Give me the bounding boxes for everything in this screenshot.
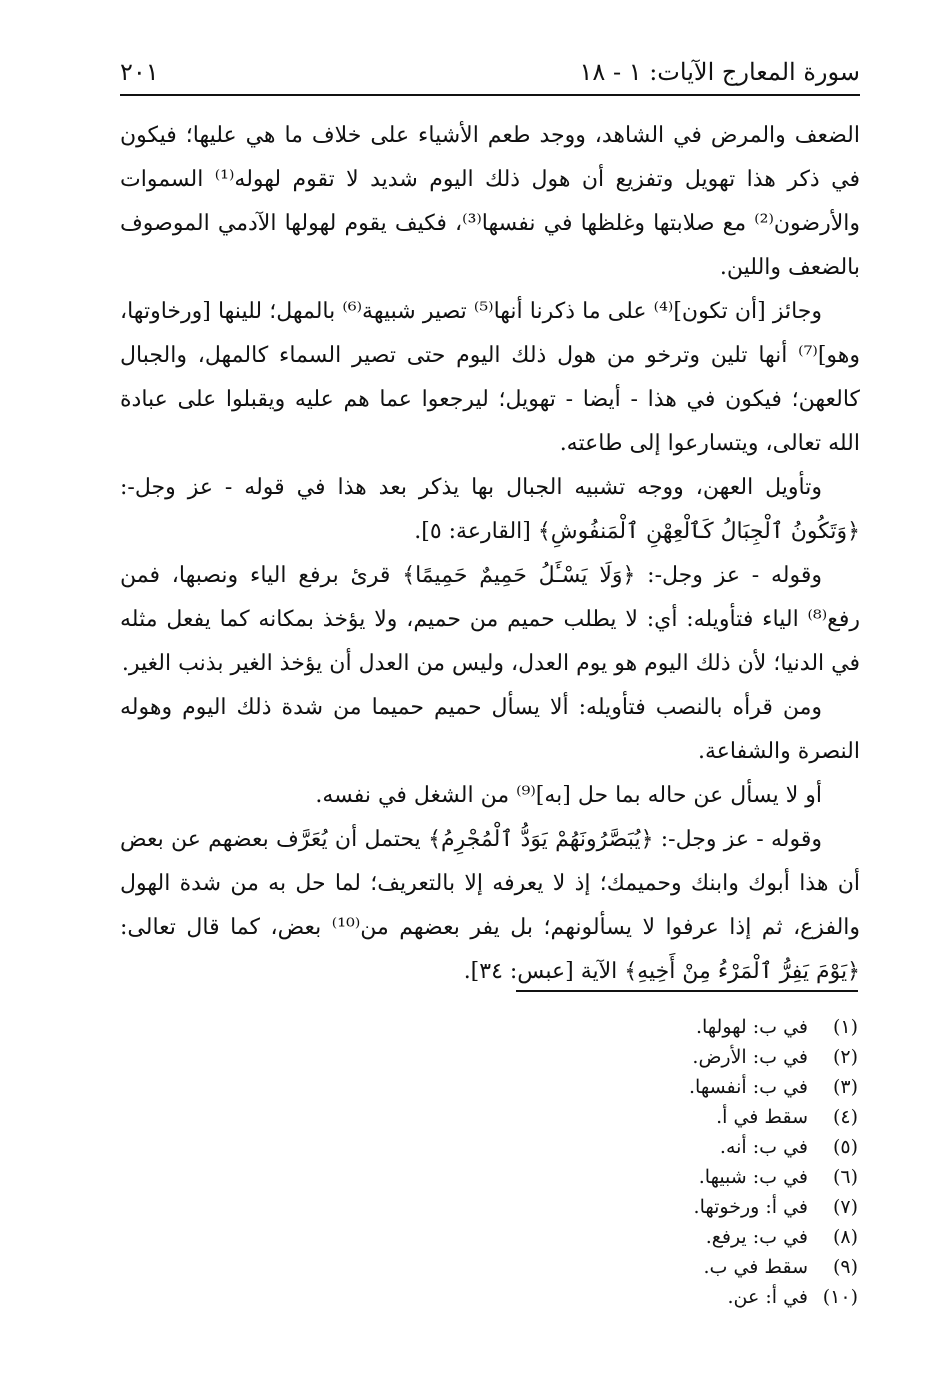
footnote-number: (١٠) — [822, 1286, 858, 1308]
footnote-text: في ب: أنه. — [719, 1136, 808, 1158]
footnote-divider — [516, 990, 858, 992]
footnote-number: (٥) — [832, 1136, 858, 1158]
main-text — [120, 114, 860, 994]
footnote-item — [538, 1162, 858, 1192]
footnote-text: سقط في أ. — [716, 1106, 808, 1128]
footnote-item — [538, 1252, 858, 1282]
footnote-number: (٢) — [832, 1046, 858, 1068]
footnote-number: (٦) — [832, 1166, 858, 1188]
footnote-text: في أ: عن. — [727, 1286, 808, 1308]
page-number: ٢٠١ — [120, 58, 159, 86]
footnote-number: (٨) — [832, 1226, 858, 1248]
footnote-item — [538, 1102, 858, 1132]
paragraph: وقوله - عز وجل-: ﴿يُبَصَّرُونَهُمْ يَوَدُّ ٱلْمُجْرِمُ﴾ يحتمل أن يُعَرَّف بعضهم عن بعض أن هذا أبوك وابنك وحميمك؛ إذ لا يعرفه إلا بالتعريف؛ لما حل به من شدة الهول والفزع، ثم إذا عرفوا لا يسألونهم؛ بل يفر بعضهم من⁽¹⁰⁾ بعض، كما قال تعالى: ﴿يَوْمَ يَفِرُّ ٱلْمَرْءُ مِنْ أَخِيهِ﴾ الآية [عبس: ٣٤]. — [120, 827, 861, 984]
footnote-number: (١) — [832, 1016, 858, 1038]
footnotes — [538, 1012, 858, 1312]
footnote-number: (٩) — [832, 1256, 858, 1278]
running-title: سورة المعارج الآيات: ١ - ١٨ — [579, 58, 860, 86]
footnote-item — [538, 1282, 858, 1312]
paragraph: وجائز [أن تكون]⁽⁴⁾ على ما ذكرنا أنها⁽⁵⁾ تصير شبيهة⁽⁶⁾ بالمهل؛ للينها [ورخاوتها، وهو]⁽⁷⁾ أنها تلين وترخو من هول ذلك اليوم حتى تصير السماء كالمهل، والجبال كالعهن؛ فيكون في هذا - أيضا - تهويل؛ ليرجعوا عما هم عليه ويقبلوا على عبادة الله تعالى، ويتسارعوا إلى طاعته. — [120, 299, 860, 456]
paragraph: وقوله - عز وجل-: ﴿وَلَا يَسْـَٔلُ حَمِيمٌ حَمِيمًا﴾ قرئ برفع الياء ونصبها، فمن رفع⁽⁸⁾ الياء فتأويله: أي: لا يطلب حميم من حميم، ولا يؤخذ بمكانه كما يفعل مثله في الدنيا؛ لأن ذلك اليوم هو يوم العدل، وليس من العدل أن يؤخذ الغير بذنب الغير. — [120, 563, 860, 676]
footnote-item — [538, 1012, 858, 1042]
footnote-item — [538, 1222, 858, 1252]
paragraph: الضعف والمرض في الشاهد، ووجد طعم الأشياء على خلاف ما هي عليها؛ فيكون في ذكر هذا تهويل وتفزيع أن هول ذلك اليوم شديد لا تقوم لهوله⁽¹⁾ السموات والأرضون⁽²⁾ مع صلابتها وغلظها في نفسها⁽³⁾، فكيف يقوم لهولها الآدمي الموصوف بالضعف واللين. — [120, 123, 861, 280]
footnote-text: في ب: شبيها. — [698, 1166, 808, 1188]
footnote-item — [538, 1192, 858, 1222]
footnote-text: سقط في ب. — [703, 1256, 808, 1278]
page-header — [120, 50, 860, 96]
footnote-text: في ب: أنفسها. — [688, 1076, 808, 1098]
footnote-item — [538, 1132, 858, 1162]
footnote-number: (٧) — [832, 1196, 858, 1218]
footnote-text: في ب: لهولها. — [695, 1016, 808, 1038]
footnote-number: (٤) — [832, 1106, 858, 1128]
footnote-text: في ب: الأرض. — [692, 1046, 808, 1068]
paragraph: أو لا يسأل عن حاله بما حل [به]⁽⁹⁾ من الشغل في نفسه. — [315, 783, 822, 808]
footnote-text: في أ: ورخوتها. — [693, 1196, 808, 1218]
paragraph: ومن قرأه بالنصب فتأويله: ألا يسأل حميم حميما من شدة ذلك اليوم وهوله النصرة والشفاعة. — [120, 695, 860, 764]
paragraph: وتأويل العهن، ووجه تشبيه الجبال بها يذكر بعد هذا في قوله - عز وجل-: ﴿وَتَكُونُ ٱلْجِبَالُ كَٱلْعِهْنِ ٱلْمَنفُوشِ﴾ [القارعة: ٥]. — [120, 475, 860, 544]
footnote-item — [538, 1042, 858, 1072]
footnote-number: (٣) — [832, 1076, 858, 1098]
footnote-text: في ب: يرفع. — [705, 1226, 808, 1248]
footnote-item — [538, 1072, 858, 1102]
